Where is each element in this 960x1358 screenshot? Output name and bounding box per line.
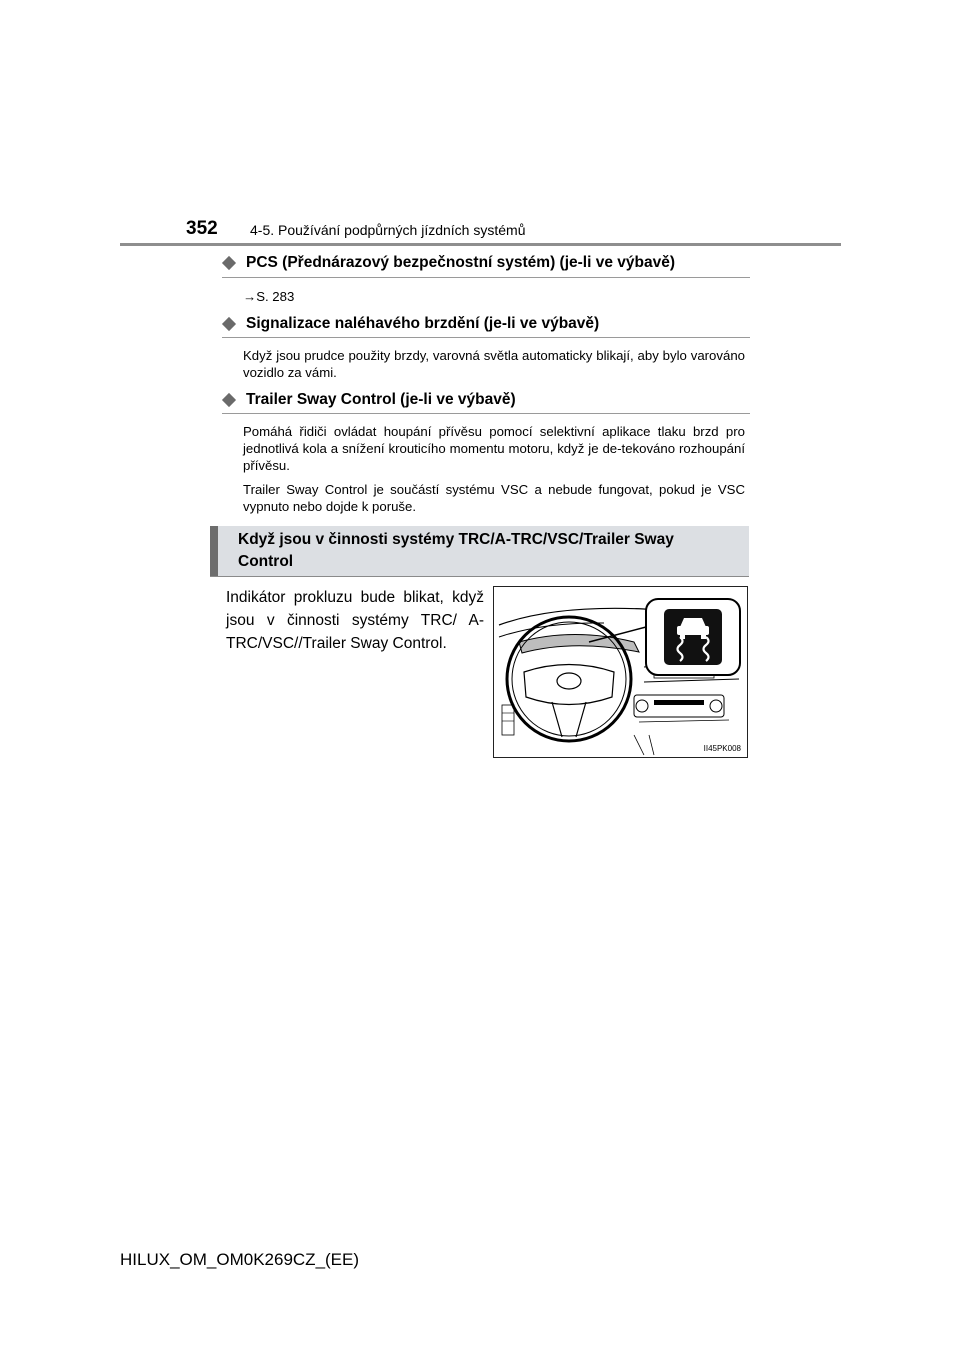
diamond-bullet-icon (222, 317, 236, 331)
page-number: 352 (186, 218, 218, 239)
dashboard-illustration (494, 587, 749, 759)
section-heading-pcs (222, 254, 675, 272)
section-body: →S. 283 (243, 289, 295, 304)
chapter-title: 4-5. Používání podpůrných jízdních systémů (250, 222, 526, 238)
section-body: Trailer Sway Control je součástí systému VSC a nebude fungovat, pokud je VSC vypnuto nebo dojde k poruše. (243, 482, 745, 514)
section-title: Signalizace naléhavého brzdění (je-li ve výbavě) (246, 315, 600, 332)
section-body: Když jsou prudce použity brzdy, varovná světla automaticky blikají, aby bylo varováno vozidlo za vámi. (243, 348, 745, 380)
section-heading-emergency-brake (222, 315, 599, 333)
box-title: Když jsou v činnosti systémy TRC/A-TRC/VSC/Trailer Sway Control (238, 531, 674, 570)
section-rule (222, 337, 750, 338)
diamond-bullet-icon (222, 393, 236, 407)
header-rule (120, 243, 841, 246)
dashboard-figure (493, 586, 748, 758)
slip-indicator-icon (664, 609, 722, 665)
section-title: Trailer Sway Control (je-li ve výbavě) (246, 391, 516, 408)
section-title: PCS (Přednárazový bezpečnostní systém) (je-li ve výbavě) (246, 254, 675, 271)
footer-doc-id: HILUX_OM_OM0K269CZ_(EE) (120, 1250, 360, 1269)
section-heading-trailer-sway (222, 391, 516, 409)
box-description: Indikátor prokluzu bude blikat, když jsou v činnosti systémy TRC/ A-TRC/VSC//Trailer Sway Control. (226, 589, 484, 652)
box-rule (210, 576, 749, 577)
section-body: Pomáhá řidiči ovládat houpání přívěsu pomocí selektivní aplikace tlaku brzd pro jednotlivá kola a snížení krouticího momentu motoru, když je de-tekováno rozhoupání přívěsu. (243, 424, 745, 473)
info-box-heading (210, 526, 749, 576)
box-accent-bar (210, 526, 218, 576)
diamond-bullet-icon (222, 256, 236, 270)
section-rule (222, 413, 750, 414)
section-rule (222, 277, 750, 278)
figure-code: II45PK008 (703, 744, 741, 753)
